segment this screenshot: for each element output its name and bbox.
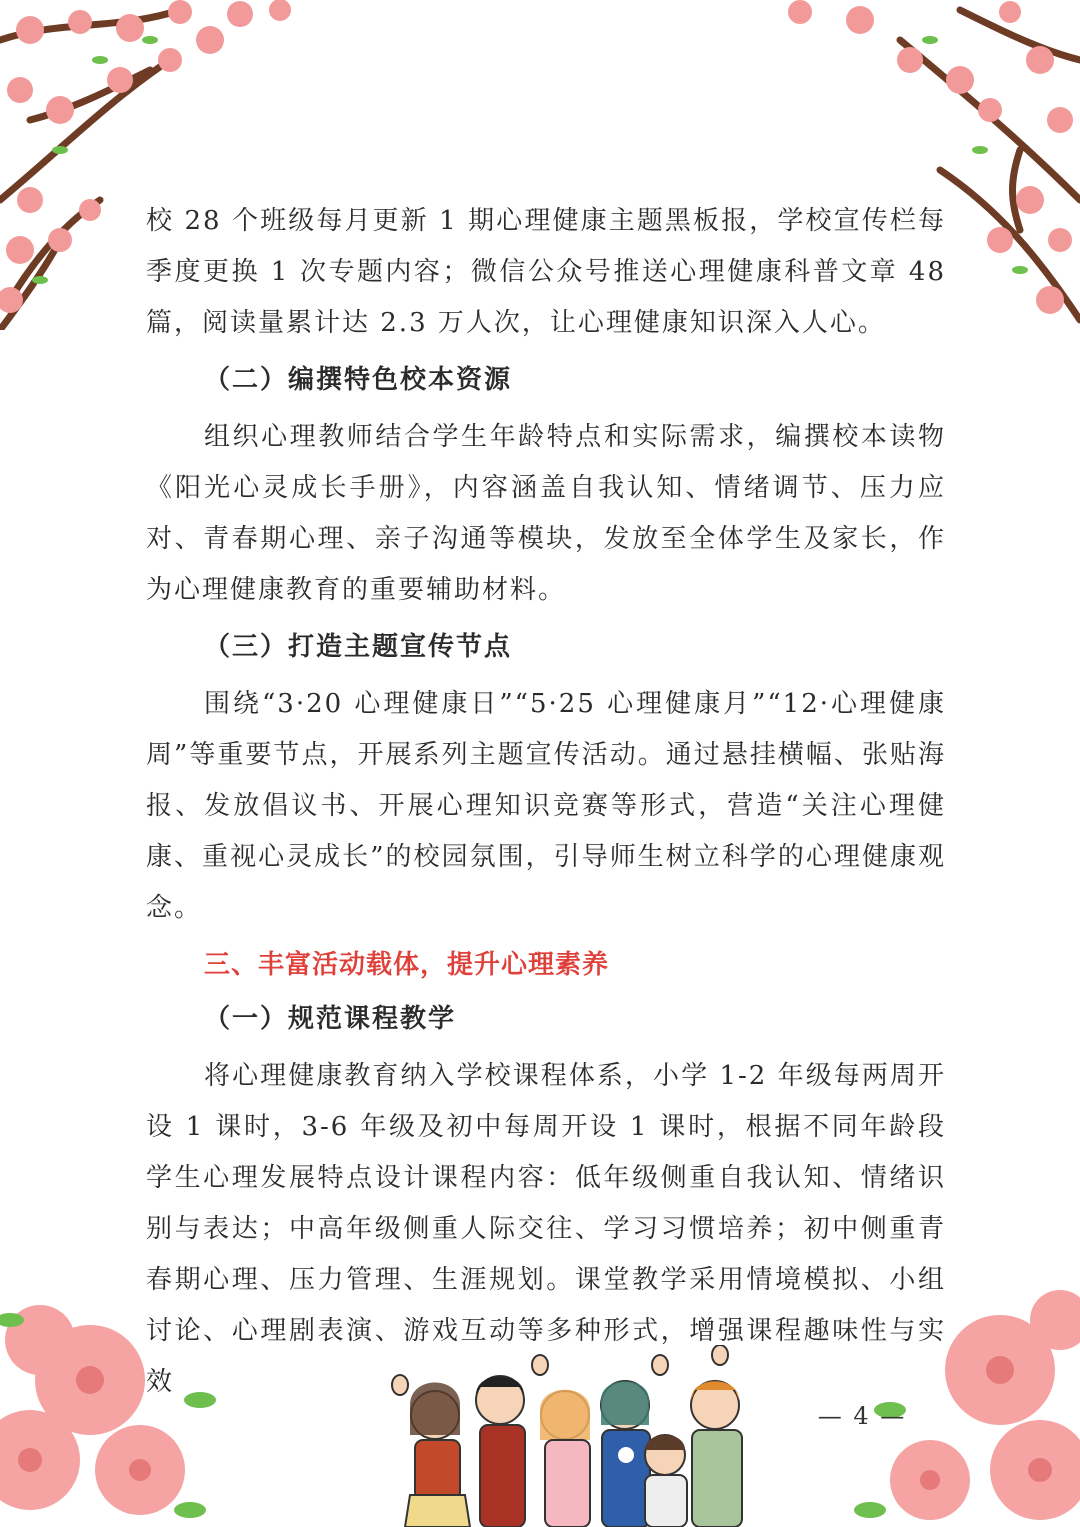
section-heading-activities: 三、丰富活动载体，提升心理素养 (204, 950, 610, 980)
page-number: — 4 — (817, 1402, 907, 1430)
document-body (146, 196, 946, 1408)
subheading-curriculum: （一）规范课程教学 (204, 1004, 457, 1034)
paragraph-curriculum: 将心理健康教育纳入学校课程体系，小学 1-2 年级每两周开设 1 课时，3-6 年级及初中每周开设 1 课时，根据不同年龄段学生心理发展特点设计课程内容：低年级侧重自我认知、情绪识别与表达；中高年级侧重人际交往、学习习惯培养；初中侧重青春期心理、压力管理、生涯规划。课堂教学采用情境模拟、小组讨论、心理剧表演、游戏互动等多种形式，增强课程趣味性与实效 (146, 1061, 946, 1397)
subheading-theme-nodes: （三）打造主题宣传节点 (204, 632, 513, 662)
paragraph-school-handbook: 组织心理教师结合学生年龄特点和实际需求，编撰校本读物《阳光心灵成长手册》，内容涵盖自我认知、情绪调节、压力应对、青春期心理、亲子沟通等模块，发放至全体学生及家长，作为心理健康教育的重要辅助材料。 (146, 422, 946, 605)
paragraph-publicity-channels: 校 28 个班级每月更新 1 期心理健康主题黑板报，学校宣传栏每季度更换 1 次专题内容；微信公众号推送心理健康科普文章 48 篇，阅读量累计达 2.3 万人次，让心理健康知识深入人心。 (146, 206, 946, 338)
paragraph-theme-activities: 围绕“3·20 心理健康日”“5·25 心理健康月”“12·心理健康周”等重要节点，开展系列主题宣传活动。通过悬挂横幅、张贴海报、发放倡议书、开展心理知识竞赛等形式，营造“关注心理健康、重视心灵成长”的校园氛围，引导师生树立科学的心理健康观念。 (146, 689, 946, 923)
subheading-school-resources: （二）编撰特色校本资源 (204, 365, 513, 395)
